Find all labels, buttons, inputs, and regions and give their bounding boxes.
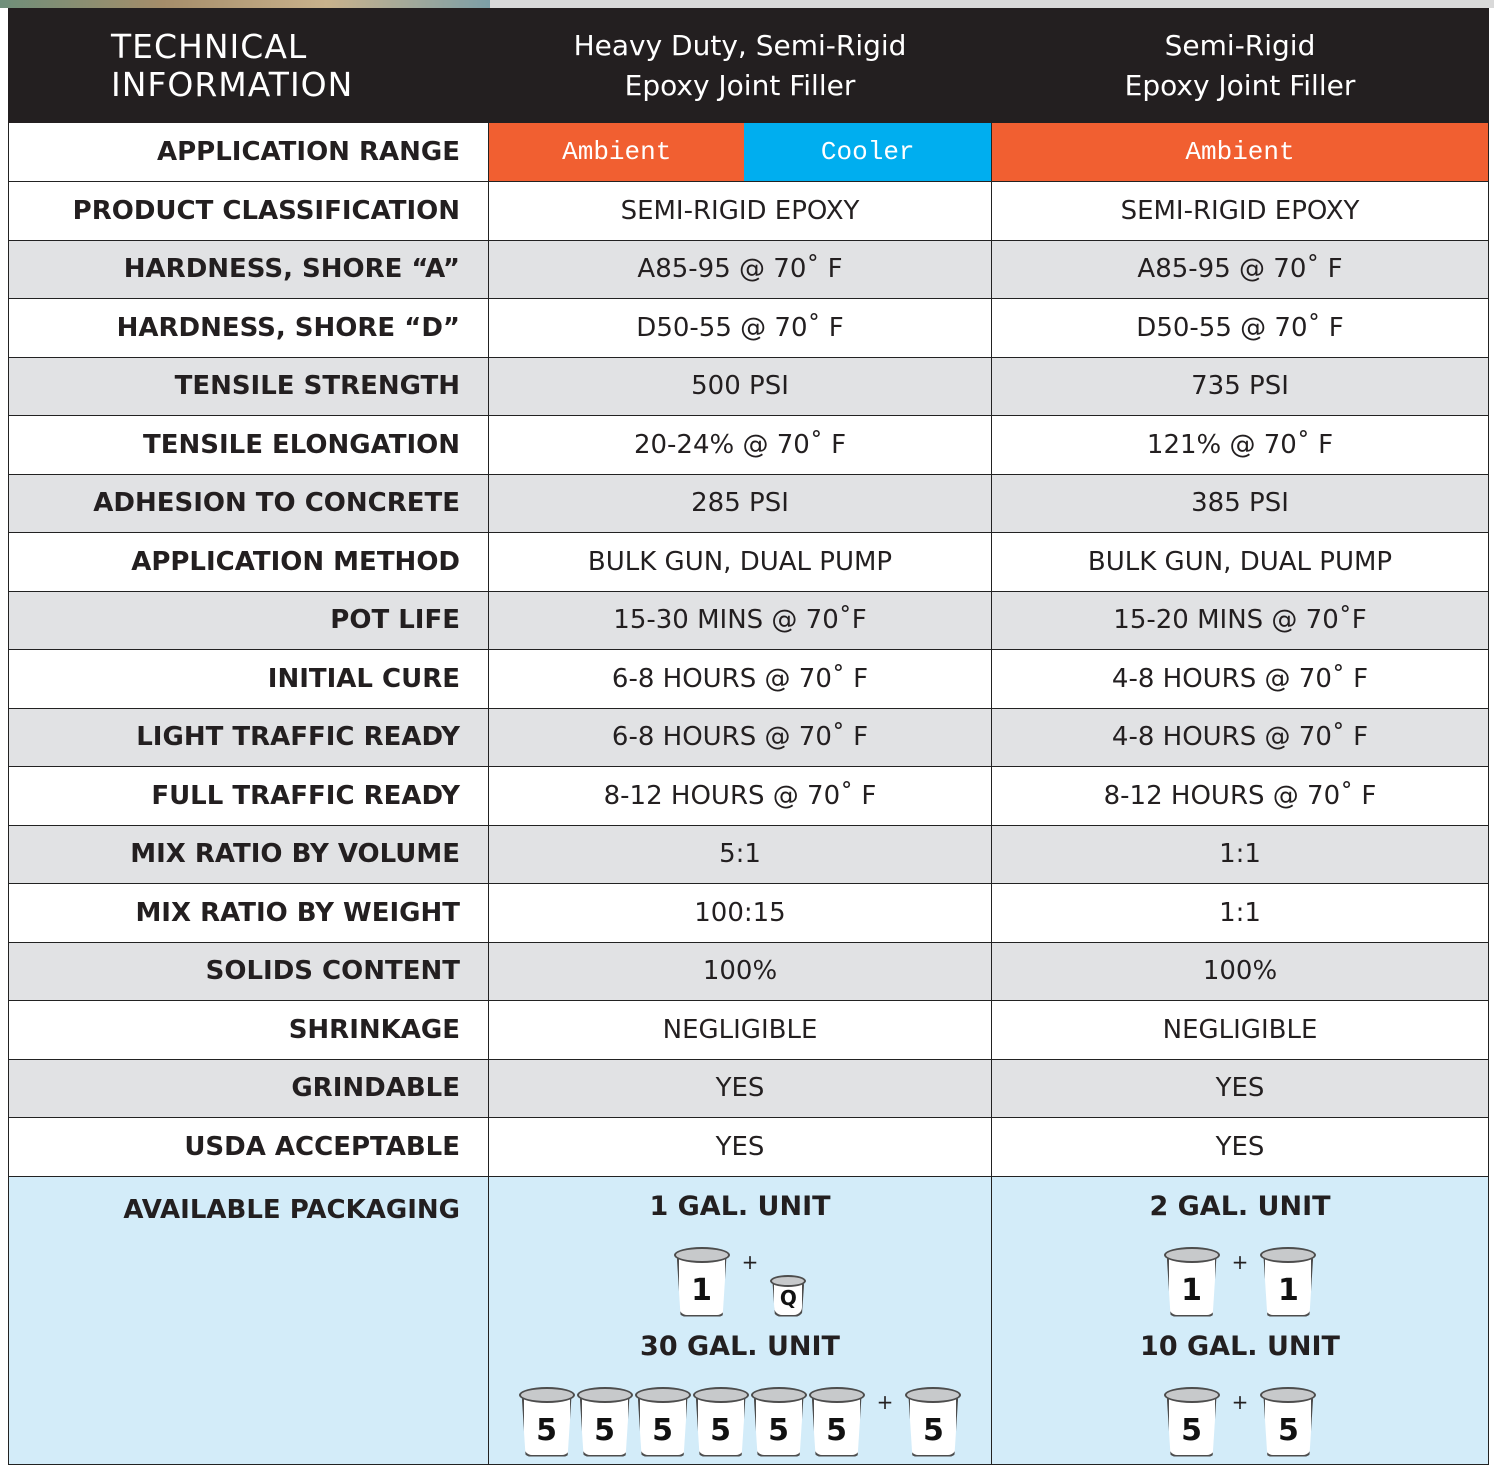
product1-value: 100:15 bbox=[489, 884, 992, 943]
product2-value: 100% bbox=[992, 942, 1489, 1001]
row-label: SOLIDS CONTENT bbox=[9, 942, 489, 1001]
table-row bbox=[9, 708, 1489, 767]
pail-icon bbox=[693, 1387, 749, 1457]
product1-value: 20-24% @ 70˚ F bbox=[489, 416, 992, 475]
package-unit-title: 30 GAL. UNIT bbox=[640, 1330, 840, 1362]
pail-size-label: 5 bbox=[768, 1412, 790, 1448]
product2-value: 1:1 bbox=[992, 884, 1489, 943]
pail-group bbox=[1164, 1371, 1317, 1457]
product2-value: YES bbox=[992, 1059, 1489, 1118]
pail-size-label: 1 bbox=[1277, 1272, 1299, 1308]
product2-value: SEMI-RIGID EPOXY bbox=[992, 182, 1489, 241]
package-unit-title: 10 GAL. UNIT bbox=[1140, 1330, 1340, 1362]
product2-value: D50-55 @ 70˚ F bbox=[992, 299, 1489, 358]
table-row bbox=[9, 767, 1489, 826]
pail-icon bbox=[1260, 1247, 1316, 1317]
product2-value: 4-8 HOURS @ 70˚ F bbox=[992, 650, 1489, 709]
table-row bbox=[9, 1001, 1489, 1060]
pail-group bbox=[519, 1371, 962, 1457]
table-row bbox=[9, 182, 1489, 241]
product1-value: YES bbox=[489, 1059, 992, 1118]
package-unit bbox=[489, 1177, 991, 1317]
product1-value: 6-8 HOURS @ 70˚ F bbox=[489, 650, 992, 709]
product2-range bbox=[992, 123, 1489, 182]
row-label: POT LIFE bbox=[9, 591, 489, 650]
product1-heading bbox=[489, 9, 992, 123]
pail-size-label: 5 bbox=[826, 1412, 848, 1448]
table-row bbox=[9, 1118, 1489, 1177]
product2-value: BULK GUN, DUAL PUMP bbox=[992, 533, 1489, 592]
pail-size-label: 5 bbox=[1181, 1412, 1203, 1448]
row-label: GRINDABLE bbox=[9, 1059, 489, 1118]
table-row bbox=[9, 884, 1489, 943]
row-label: APPLICATION METHOD bbox=[9, 533, 489, 592]
row-label: HARDNESS, SHORE “D” bbox=[9, 299, 489, 358]
product1-value: 285 PSI bbox=[489, 474, 992, 533]
product2-value: 4-8 HOURS @ 70˚ F bbox=[992, 708, 1489, 767]
pail-size-label: 1 bbox=[1181, 1272, 1203, 1308]
table-row bbox=[9, 825, 1489, 884]
product2-heading-line2: Epoxy Joint Filler bbox=[1124, 68, 1356, 102]
table-row bbox=[9, 650, 1489, 709]
pail-size-label: 5 bbox=[922, 1412, 944, 1448]
product1-heading-line1: Heavy Duty, Semi-Rigid bbox=[573, 28, 907, 62]
row-label: MIX RATIO BY VOLUME bbox=[9, 825, 489, 884]
plus-sign: + bbox=[1231, 1389, 1249, 1414]
product2-heading-line1: Semi-Rigid bbox=[1164, 28, 1316, 62]
product1-value: 15-30 MINS @ 70˚F bbox=[489, 591, 992, 650]
product1-value: BULK GUN, DUAL PUMP bbox=[489, 533, 992, 592]
package-unit-title: 1 GAL. UNIT bbox=[649, 1190, 831, 1222]
table-row bbox=[9, 591, 1489, 650]
product1-heading-line2: Epoxy Joint Filler bbox=[624, 68, 856, 102]
package-unit-title: 2 GAL. UNIT bbox=[1149, 1190, 1331, 1222]
product1-value: 100% bbox=[489, 942, 992, 1001]
table-row bbox=[9, 533, 1489, 592]
pail-group bbox=[1164, 1231, 1317, 1317]
pail-size-label: 5 bbox=[1277, 1412, 1299, 1448]
table-row bbox=[9, 240, 1489, 299]
pail-icon bbox=[809, 1387, 865, 1457]
product2-value: 15-20 MINS @ 70˚F bbox=[992, 591, 1489, 650]
top-strip bbox=[0, 0, 1494, 8]
table-row bbox=[9, 474, 1489, 533]
package-unit bbox=[992, 1317, 1488, 1457]
package-unit bbox=[992, 1177, 1488, 1317]
pail-icon bbox=[1164, 1247, 1220, 1317]
packaging-row bbox=[9, 1176, 1489, 1464]
product2-value: 1:1 bbox=[992, 825, 1489, 884]
row-label: FULL TRAFFIC READY bbox=[9, 767, 489, 826]
row-label: APPLICATION RANGE bbox=[9, 123, 489, 182]
pail-size-label: 5 bbox=[594, 1412, 616, 1448]
pail-icon bbox=[905, 1387, 961, 1457]
pail-icon bbox=[519, 1387, 575, 1457]
product2-value: NEGLIGIBLE bbox=[992, 1001, 1489, 1060]
row-label: PRODUCT CLASSIFICATION bbox=[9, 182, 489, 241]
pail-icon bbox=[635, 1387, 691, 1457]
plus-sign: + bbox=[1231, 1249, 1249, 1274]
table-row bbox=[9, 299, 1489, 358]
row-label: LIGHT TRAFFIC READY bbox=[9, 708, 489, 767]
table-row bbox=[9, 942, 1489, 1001]
row-label: TENSILE STRENGTH bbox=[9, 357, 489, 416]
product2-heading bbox=[992, 9, 1489, 123]
pail-size-label: Q bbox=[779, 1285, 797, 1310]
pail-icon bbox=[674, 1247, 730, 1317]
product2-packaging bbox=[992, 1176, 1489, 1464]
product2-value: YES bbox=[992, 1118, 1489, 1177]
pail-icon bbox=[770, 1275, 806, 1317]
product1-value: A85-95 @ 70˚ F bbox=[489, 240, 992, 299]
row-label: ADHESION TO CONCRETE bbox=[9, 474, 489, 533]
product1-packaging bbox=[489, 1176, 992, 1464]
row-label: TENSILE ELONGATION bbox=[9, 416, 489, 475]
application-range-row bbox=[9, 123, 1489, 182]
table-row bbox=[9, 357, 1489, 416]
product1-value: 500 PSI bbox=[489, 357, 992, 416]
product1-value: YES bbox=[489, 1118, 992, 1177]
row-label: INITIAL CURE bbox=[9, 650, 489, 709]
ambient-badge: Ambient bbox=[992, 123, 1488, 181]
table-row bbox=[9, 1059, 1489, 1118]
table-title bbox=[9, 9, 489, 123]
product2-value: 385 PSI bbox=[992, 474, 1489, 533]
pail-icon bbox=[1164, 1387, 1220, 1457]
technical-info-table bbox=[8, 8, 1489, 1465]
product2-value: 121% @ 70˚ F bbox=[992, 416, 1489, 475]
pail-size-label: 5 bbox=[710, 1412, 732, 1448]
ambient-badge: Ambient bbox=[489, 123, 744, 181]
package-unit bbox=[489, 1317, 991, 1457]
product2-value: A85-95 @ 70˚ F bbox=[992, 240, 1489, 299]
product2-value: 8-12 HOURS @ 70˚ F bbox=[992, 767, 1489, 826]
product1-range bbox=[489, 123, 992, 182]
product1-value: NEGLIGIBLE bbox=[489, 1001, 992, 1060]
plus-sign: + bbox=[741, 1249, 759, 1274]
row-label: MIX RATIO BY WEIGHT bbox=[9, 884, 489, 943]
row-label: HARDNESS, SHORE “A” bbox=[9, 240, 489, 299]
product1-value: 5:1 bbox=[489, 825, 992, 884]
photo-strip bbox=[0, 0, 490, 8]
row-label: USDA ACCEPTABLE bbox=[9, 1118, 489, 1177]
product1-value: SEMI-RIGID EPOXY bbox=[489, 182, 992, 241]
plus-sign: + bbox=[876, 1389, 894, 1414]
cooler-badge: Cooler bbox=[744, 123, 991, 181]
pail-size-label: 5 bbox=[652, 1412, 674, 1448]
pail-size-label: 1 bbox=[691, 1272, 713, 1308]
pail-icon bbox=[751, 1387, 807, 1457]
product1-value: 6-8 HOURS @ 70˚ F bbox=[489, 708, 992, 767]
product2-value: 735 PSI bbox=[992, 357, 1489, 416]
product1-value: D50-55 @ 70˚ F bbox=[489, 299, 992, 358]
pail-icon bbox=[577, 1387, 633, 1457]
table-title-line2: INFORMATION bbox=[111, 64, 354, 104]
row-label: AVAILABLE PACKAGING bbox=[9, 1176, 489, 1464]
table-title-line1: TECHNICAL bbox=[111, 26, 308, 66]
product1-value: 8-12 HOURS @ 70˚ F bbox=[489, 767, 992, 826]
pail-size-label: 5 bbox=[536, 1412, 558, 1448]
pail-icon bbox=[1260, 1387, 1316, 1457]
header-row bbox=[9, 9, 1489, 123]
pail-group bbox=[674, 1231, 807, 1317]
table-row bbox=[9, 416, 1489, 475]
row-label: SHRINKAGE bbox=[9, 1001, 489, 1060]
